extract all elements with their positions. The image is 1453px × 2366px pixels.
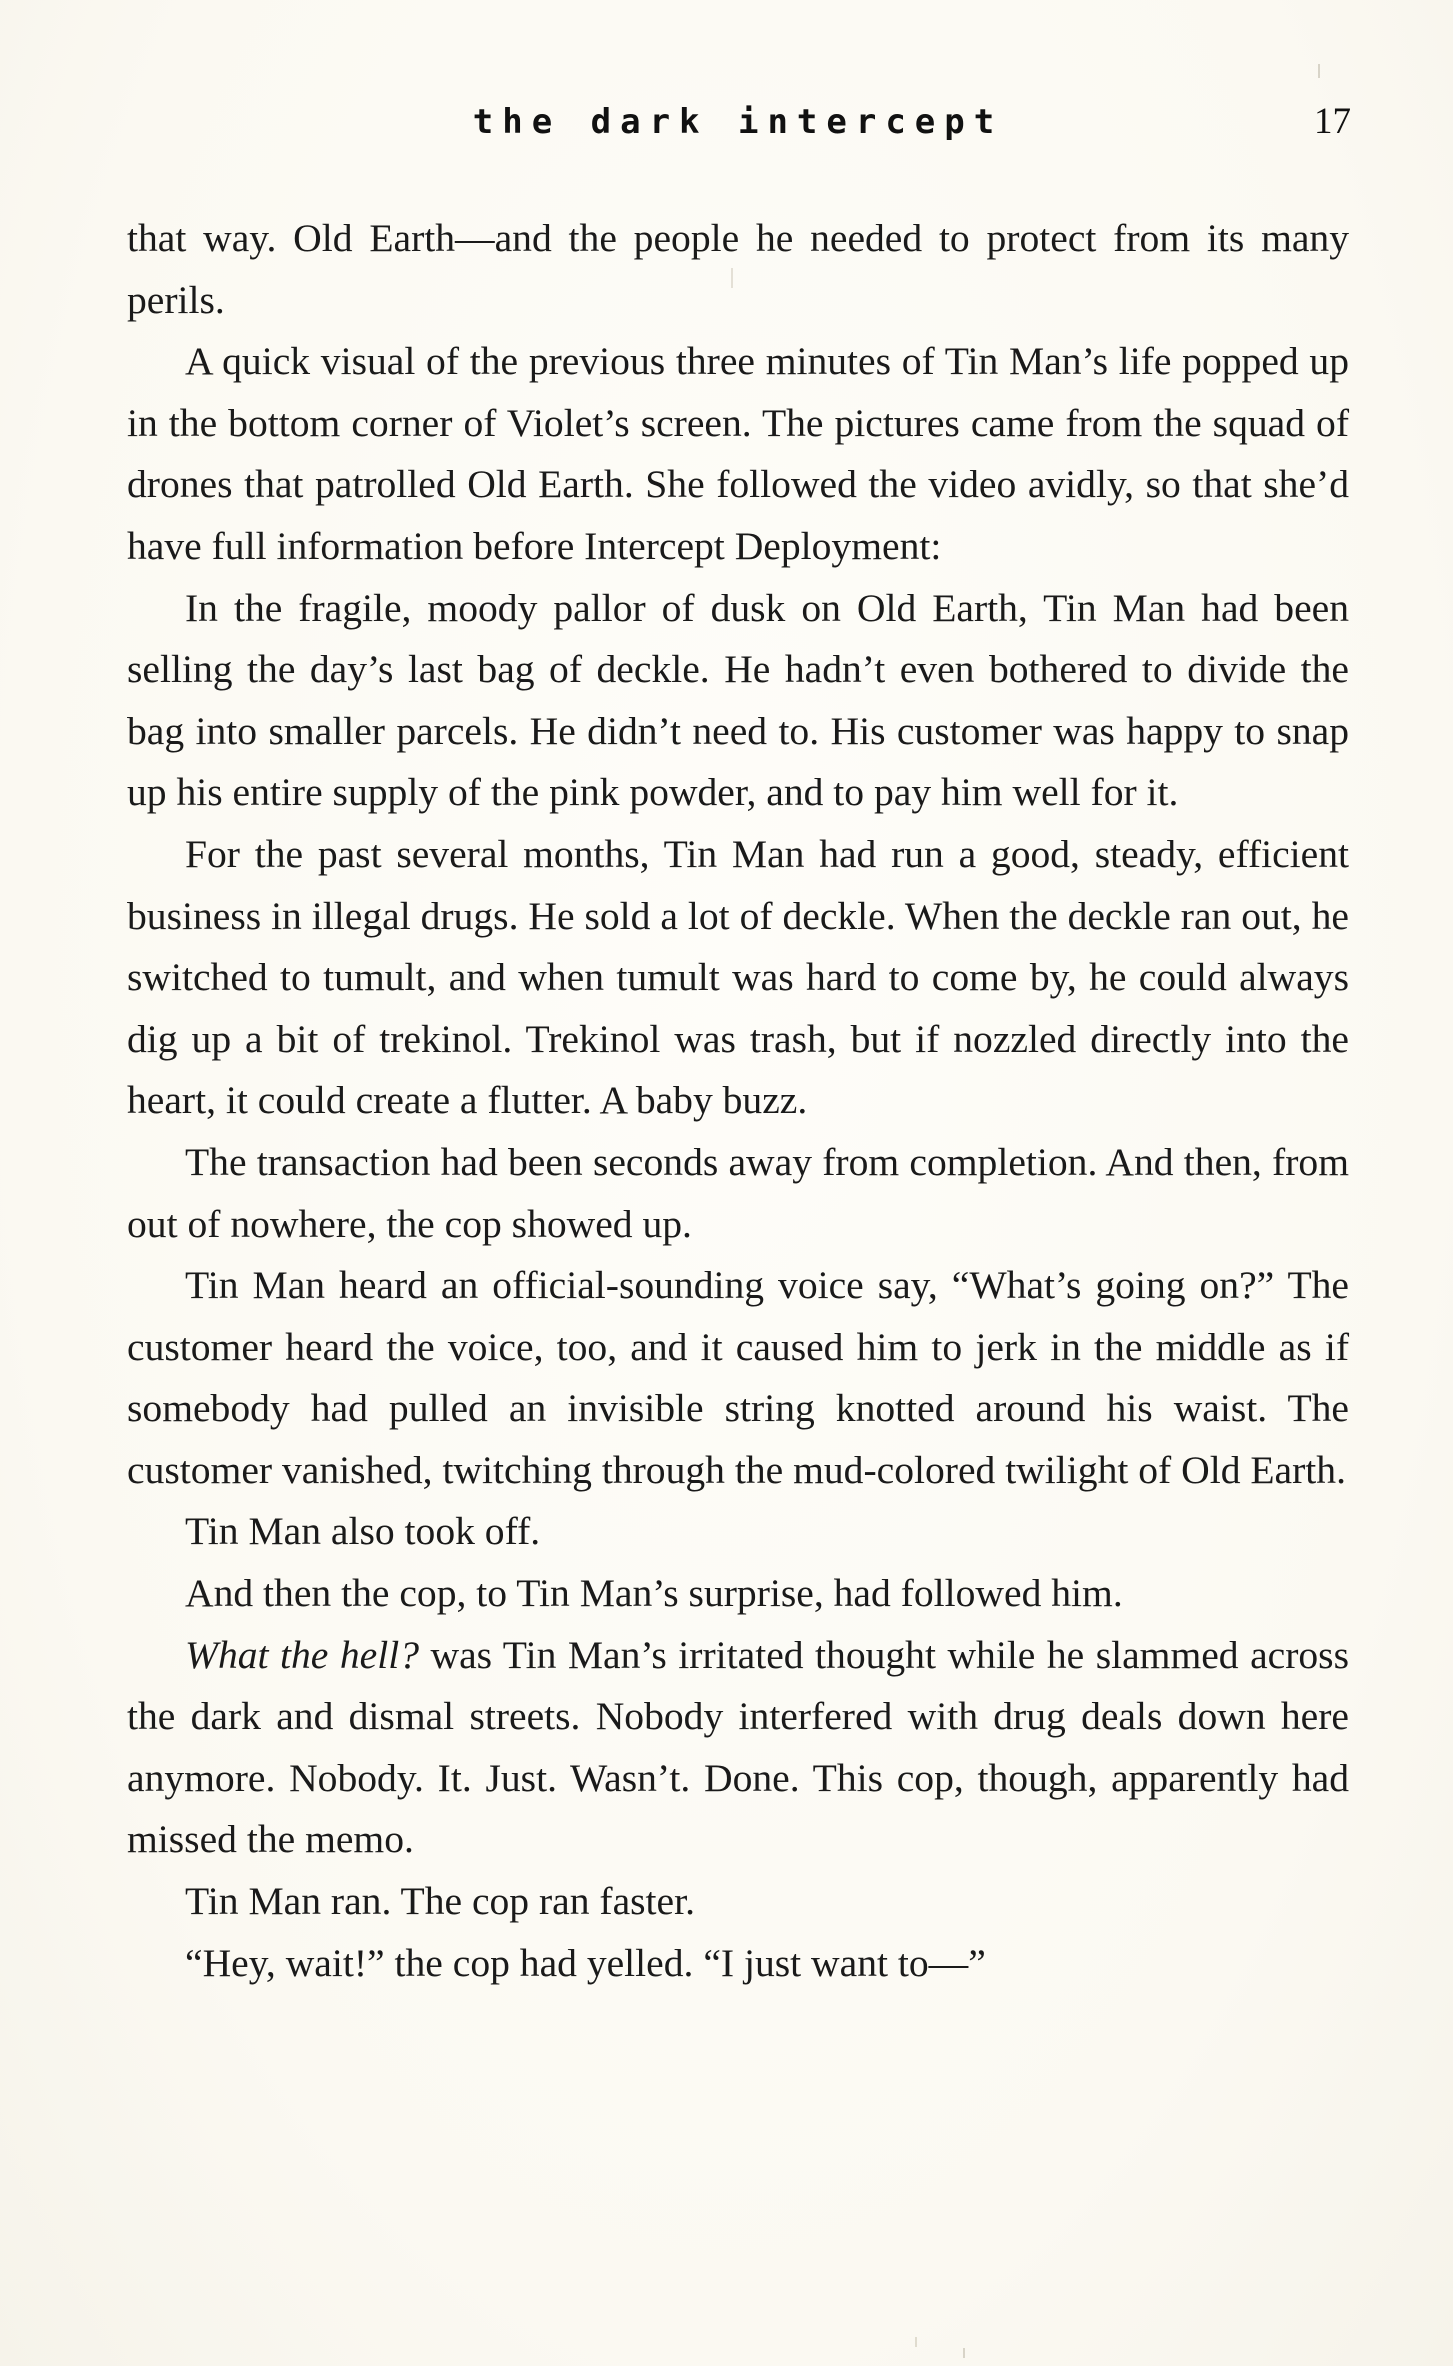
paper-speck [915, 2337, 917, 2347]
paragraph-9-text: was Tin Man’s irritated thought while he slammed across the dark and dismal streets. Nobody interfered with drug deals down here anymore. Nobody. It. Just. Wasn’t. Done. This cop, though, apparently had missed the memo. [127, 1632, 1349, 1862]
page-number: 17 [1314, 101, 1351, 142]
body-text [127, 208, 1349, 1994]
paragraph-9 [127, 1625, 1349, 1871]
paragraph-3: In the fragile, moody pallor of dusk on Old Earth, Tin Man had been selling the day’s last bag of deckle. He hadn’t even bothered to divide the bag into smaller parcels. He didn’t need to. His customer was happy to snap up his entire supply of the pink powder, and to pay him well for it. [127, 585, 1349, 815]
paragraph-1: that way. Old Earth—and the people he needed to protect from its many perils. [127, 216, 1349, 322]
paragraph-7: Tin Man also took off. [185, 1509, 541, 1554]
paragraph-8: And then the cop, to Tin Man’s surprise, had followed him. [185, 1571, 1123, 1616]
paragraph-6: Tin Man heard an official-sounding voice say, “What’s going on?” The customer heard the voice, too, and it caused him to jerk in the middle as if somebody had pulled an invisible string knotted around his waist. The customer vanished, twitching through the mud-colored twilight of Old Earth. [127, 1263, 1349, 1492]
paper-speck [731, 268, 733, 288]
paragraph-2: A quick visual of the previous three minutes of Tin Man’s life popped up in the bottom corner of Violet’s screen. The pictures came from the squad of drones that patrolled Old Earth. She followed the video avidly, so that she’d have full information before Intercept Deployment: [127, 339, 1349, 568]
paragraph-5: The transaction had been seconds away from completion. And then, from out of nowhere, the cop showed up. [127, 1139, 1349, 1246]
paragraph-10: Tin Man ran. The cop ran faster. [185, 1879, 696, 1924]
paragraph-4: For the past several months, Tin Man had run a good, steady, efficient business in illegal drugs. He sold a lot of deckle. When the deckle ran out, he switched to tumult, and when tumult was hard to come by, he could always dig up a bit of trekinol. Trekinol was trash, but if nozzled directly into the heart, it could create a flutter. A baby buzz. [127, 831, 1349, 1123]
italic-thought: What the hell? [185, 1632, 419, 1677]
running-title: the dark intercept [472, 102, 1004, 142]
paper-speck [1318, 64, 1320, 78]
paragraph-11: “Hey, wait!” the cop had yelled. “I just want to—” [185, 1940, 986, 1985]
running-head [125, 96, 1351, 146]
paper-speck [963, 2348, 965, 2358]
